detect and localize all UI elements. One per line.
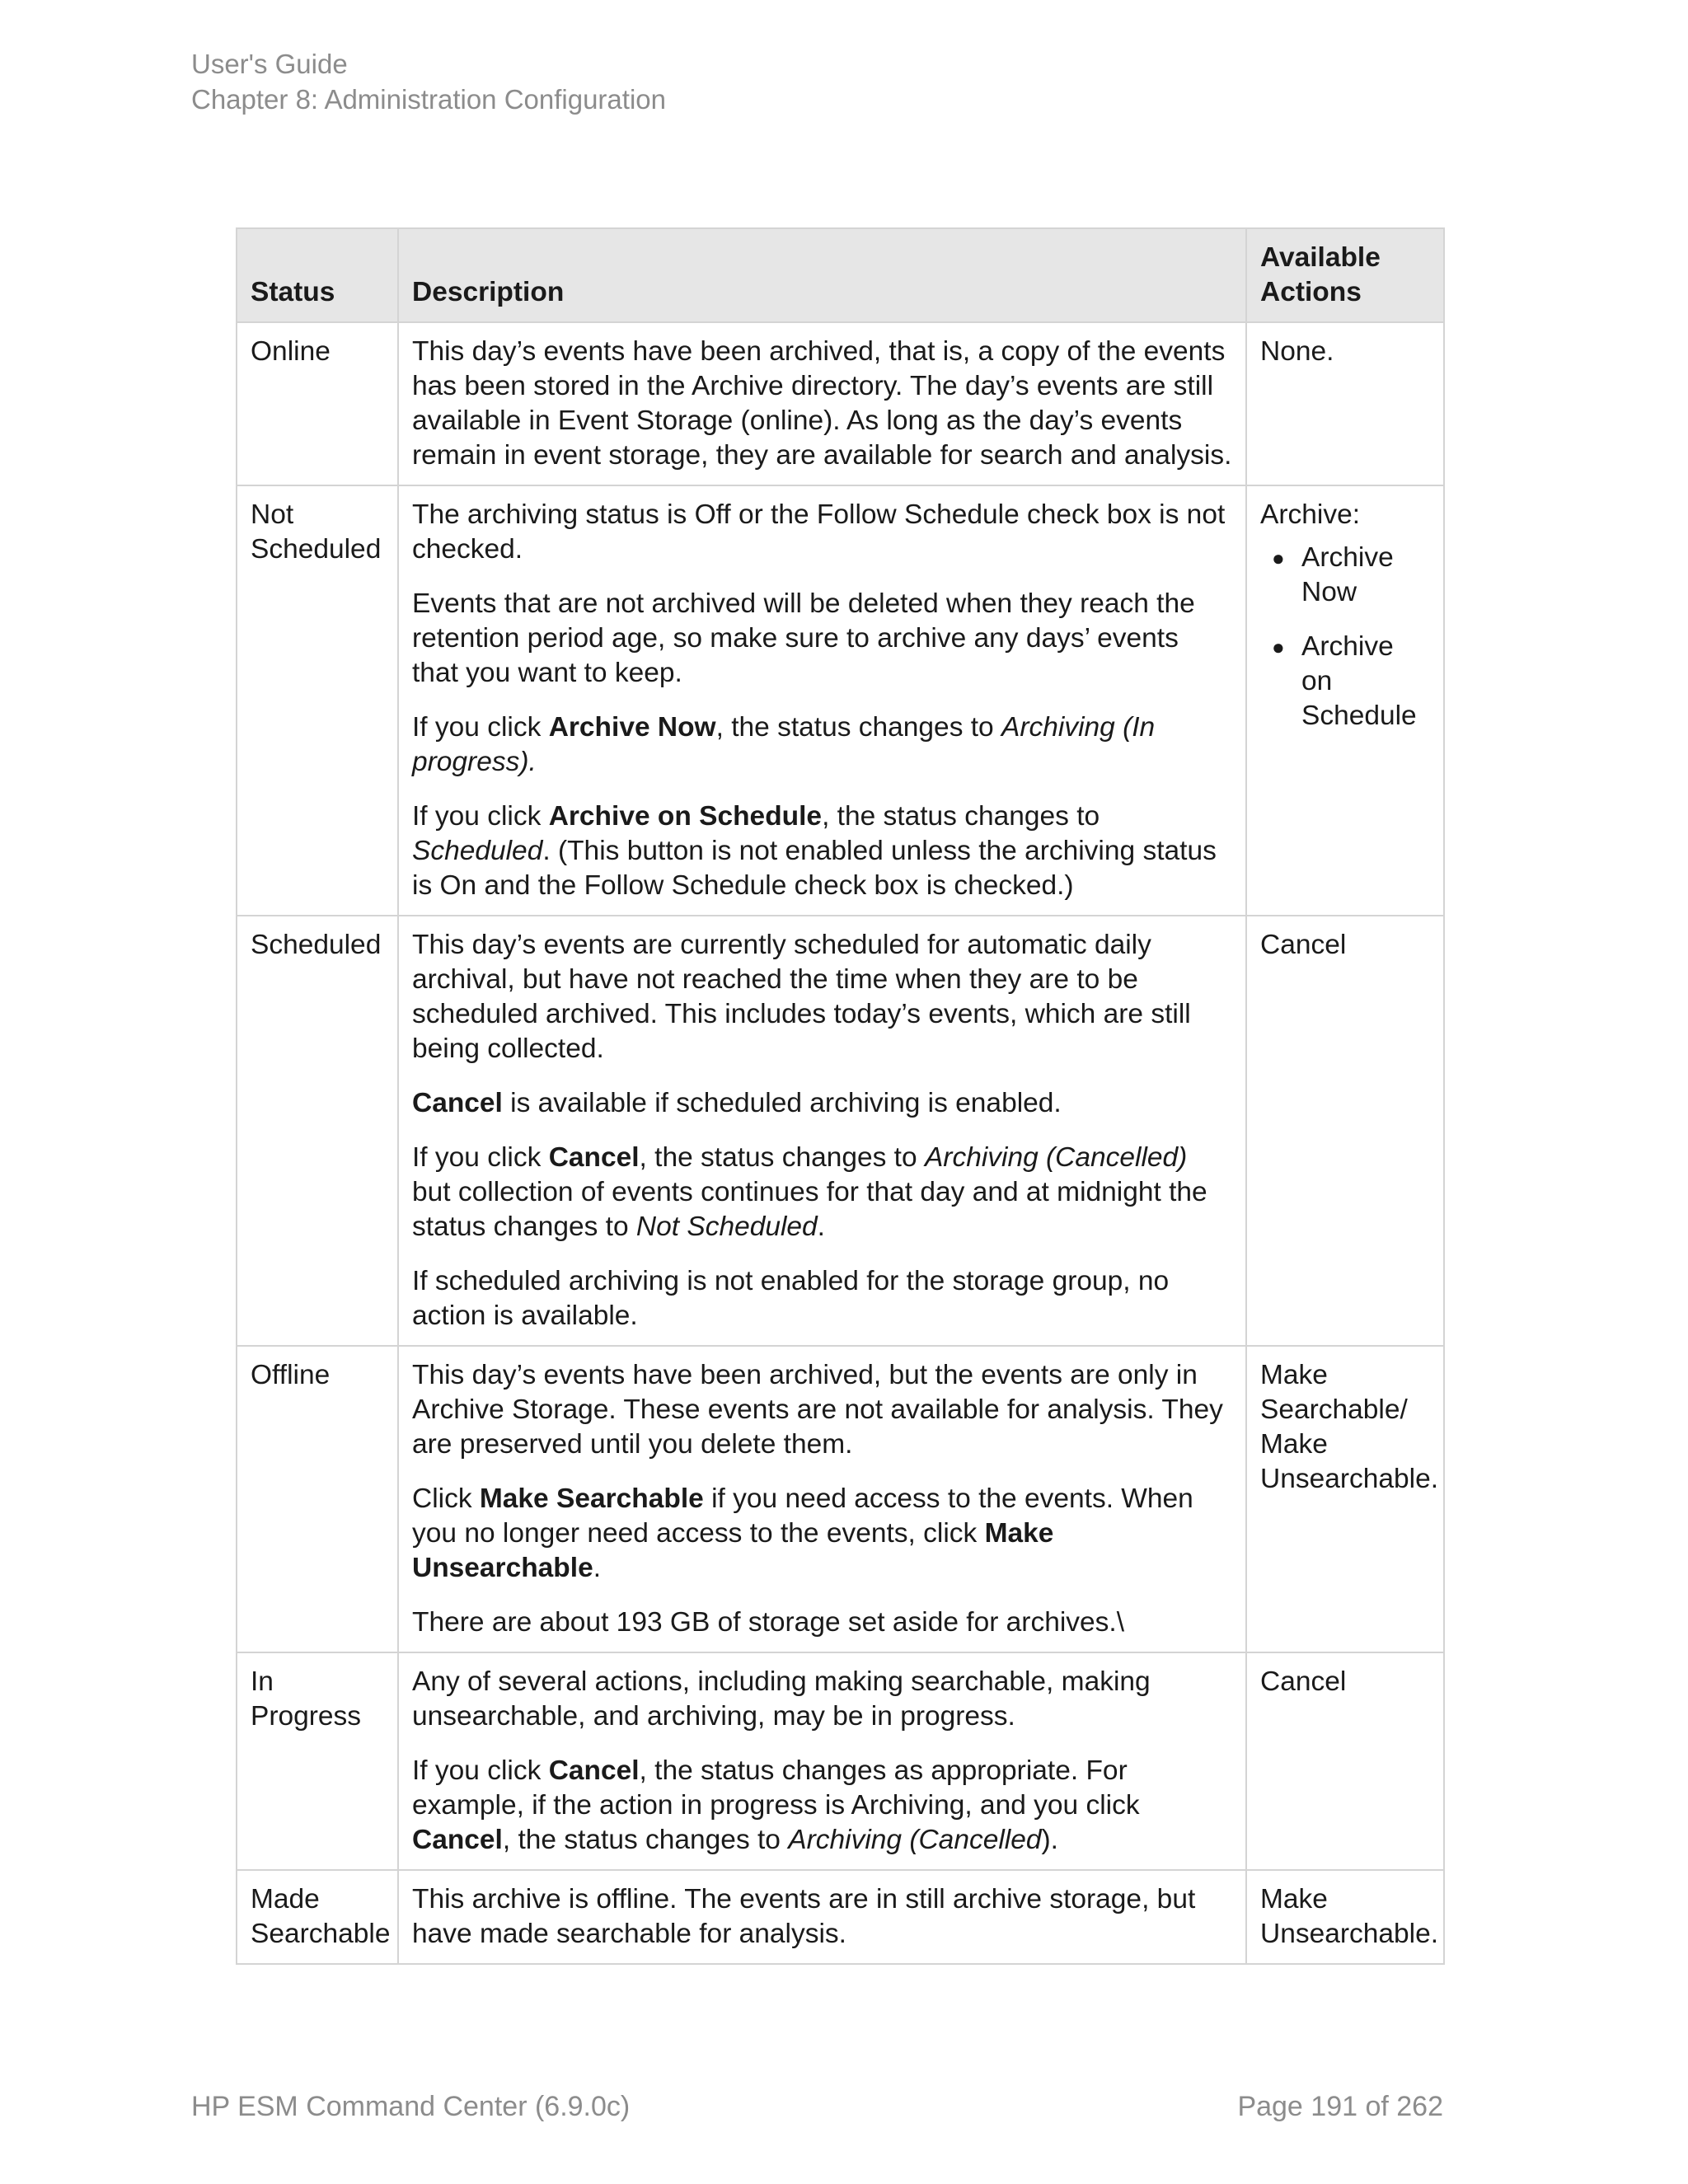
bold-term: Cancel	[412, 1088, 503, 1118]
text-run: This day’s events have been archived, that is, a copy of the events has been stored in the Archive directory. The day’s events are still available in Event Storage (online). As long as the day’s events remain in event storage, they are available for search and analysis.	[412, 336, 1232, 471]
text-run: If you click	[412, 1755, 549, 1786]
text-run: . (This button is not enabled unless the archiving status is On and the Follow Schedule check box is checked.)	[412, 836, 1217, 901]
actions-cell	[1246, 916, 1444, 1346]
description-paragraph	[412, 710, 1232, 780]
actions-cell	[1246, 322, 1444, 485]
bullet-icon: ●	[1272, 546, 1285, 570]
product-name: HP ESM Command Center (6.9.0c)	[191, 2091, 631, 2122]
status-cell: Made Searchable	[237, 1870, 398, 1964]
actions-list-item	[1272, 541, 1430, 610]
description-paragraph	[412, 1086, 1232, 1121]
description-paragraph	[412, 1882, 1232, 1952]
actions-cell	[1246, 485, 1444, 916]
page-footer	[191, 2091, 1443, 2123]
text-run: Any of several actions, including making searchable, making unsearchable, and archiving, may be in progress.	[412, 1666, 1151, 1732]
column-header-actions: Available Actions	[1246, 228, 1444, 322]
table-header-row	[237, 228, 1444, 322]
actions-list-item	[1272, 630, 1430, 733]
italic-term: Archiving (In progress).	[412, 712, 1156, 777]
chapter-title: Chapter 8: Administration Configuration	[191, 84, 666, 115]
text-run: , the status changes to	[502, 1825, 789, 1855]
text-run: If scheduled archiving is not enabled for the storage group, no action is available.	[412, 1266, 1170, 1331]
text-run: , the status changes to	[715, 712, 1001, 743]
text-run: Events that are not archived will be deleted when they reach the retention period age, so make sure to archive any days’ events that you want to keep.	[412, 588, 1195, 688]
italic-term: Archiving (Cancelled	[788, 1825, 1042, 1855]
text-run: .	[593, 1553, 602, 1583]
bold-term: Cancel	[548, 1142, 640, 1173]
guide-title: User's Guide	[191, 49, 348, 79]
status-cell: Offline	[237, 1346, 398, 1652]
description-cell	[398, 1652, 1246, 1870]
actions-text: Make Unsearchable.	[1260, 1884, 1439, 1949]
description-paragraph	[412, 1264, 1232, 1333]
description-cell	[398, 1870, 1246, 1964]
description-cell	[398, 916, 1246, 1346]
text-run: .	[817, 1212, 825, 1242]
table-row	[237, 1652, 1444, 1870]
bold-term: Cancel	[412, 1825, 503, 1855]
description-cell	[398, 485, 1246, 916]
text-run: , the status changes to	[822, 801, 1100, 832]
bold-term: Make Searchable	[479, 1483, 704, 1514]
table-row	[237, 1870, 1444, 1964]
description-paragraph	[412, 587, 1232, 691]
bullet-icon: ●	[1272, 635, 1285, 659]
description-paragraph	[412, 498, 1232, 567]
running-header	[191, 46, 666, 117]
text-run: if you need access to the events. When you no longer need access to the events, click	[412, 1483, 1193, 1549]
italic-term: Archiving (Cancelled)	[924, 1142, 1188, 1173]
action-label: Archive on Schedule	[1301, 631, 1417, 731]
actions-text: Archive:	[1260, 499, 1361, 530]
description-cell	[398, 1346, 1246, 1652]
text-run: There are about 193 GB of storage set aside for archives.\	[412, 1607, 1125, 1638]
description-cell	[398, 322, 1246, 485]
text-run: , the status changes to	[639, 1142, 925, 1173]
description-paragraph	[412, 928, 1232, 1066]
description-paragraph	[412, 335, 1232, 473]
table-row	[237, 322, 1444, 485]
status-cell: Scheduled	[237, 916, 398, 1346]
column-header-description: Description	[398, 228, 1246, 322]
bold-term: Archive on Schedule	[548, 801, 823, 832]
table-row	[237, 1346, 1444, 1652]
table-row	[237, 485, 1444, 916]
description-paragraph	[412, 799, 1232, 903]
actions-list	[1260, 541, 1430, 733]
status-cell: Not Scheduled	[237, 485, 398, 916]
text-run: This day’s events are currently scheduled for automatic daily archival, but have not reached the time when they are to be scheduled archived. This includes today’s events, which are still being collected.	[412, 930, 1191, 1064]
italic-term: Not Scheduled	[635, 1212, 818, 1242]
bold-term: Make Unsearchable	[412, 1518, 1054, 1583]
archive-status-table	[236, 227, 1445, 1965]
status-cell: Online	[237, 322, 398, 485]
text-run: The archiving status is Off or the Follow Schedule check box is not checked.	[412, 499, 1226, 565]
actions-cell	[1246, 1870, 1444, 1964]
status-cell: In Progress	[237, 1652, 398, 1870]
text-run: ).	[1041, 1825, 1058, 1855]
actions-cell	[1246, 1652, 1444, 1870]
text-run: , the status changes as appropriate. For example, if the action in progress is Archiving, and you click	[412, 1755, 1140, 1821]
bold-term: Cancel	[548, 1755, 640, 1786]
actions-text: Cancel	[1260, 930, 1347, 960]
italic-term: Scheduled	[412, 836, 543, 866]
description-paragraph	[412, 1358, 1232, 1462]
description-paragraph	[412, 1754, 1232, 1858]
actions-text: Cancel	[1260, 1666, 1347, 1697]
text-run: If you click	[412, 1142, 549, 1173]
description-paragraph	[412, 1665, 1232, 1734]
description-paragraph	[412, 1141, 1232, 1244]
table-row	[237, 916, 1444, 1346]
text-run: This day’s events have been archived, but the events are only in Archive Storage. These events are not available for analysis. They are preserved until you delete them.	[412, 1360, 1223, 1460]
text-run: If you click	[412, 712, 549, 743]
table-body	[237, 322, 1444, 1964]
text-run: This archive is offline. The events are in still archive storage, but have made searchable for analysis.	[412, 1884, 1196, 1949]
description-paragraph	[412, 1605, 1232, 1640]
action-label: Archive Now	[1301, 542, 1394, 607]
column-header-status: Status	[237, 228, 398, 322]
actions-text: None.	[1260, 336, 1334, 367]
actions-cell	[1246, 1346, 1444, 1652]
text-run: but collection of events continues for that day and at midnight the status changes to	[412, 1177, 1207, 1242]
text-run: Click	[412, 1483, 480, 1514]
actions-text: Make Searchable/ Make Unsearchable.	[1260, 1360, 1439, 1494]
text-run: is available if scheduled archiving is enabled.	[502, 1088, 1062, 1118]
text-run: If you click	[412, 801, 549, 832]
description-paragraph	[412, 1482, 1232, 1586]
page-number: Page 191 of 262	[1237, 2091, 1443, 2122]
bold-term: Archive Now	[548, 712, 716, 743]
